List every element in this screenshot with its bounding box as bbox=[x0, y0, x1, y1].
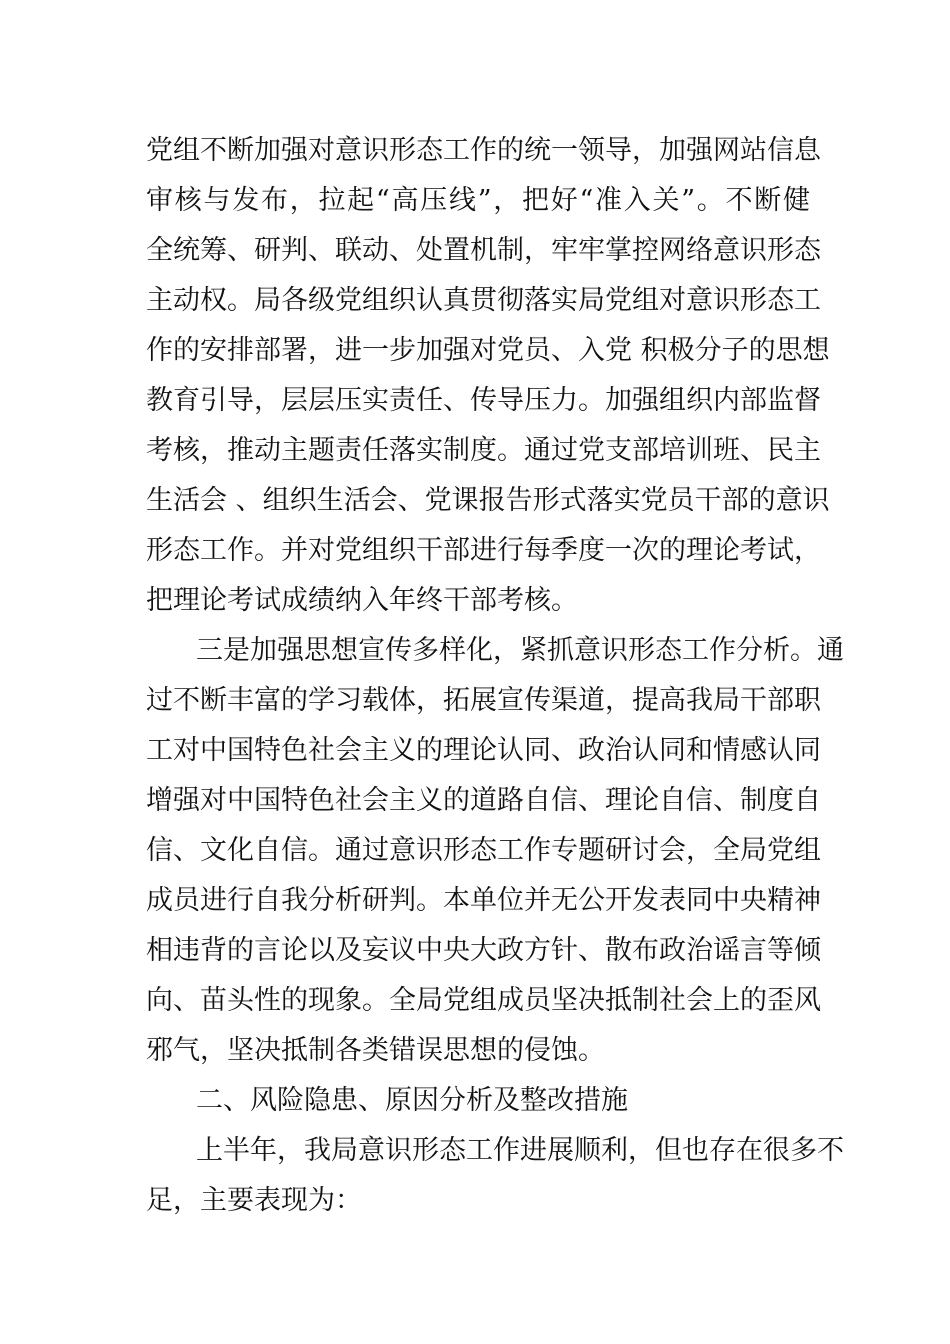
paragraph-first-line: 三是加强思想宣传多样化，紧抓意识形态工作分析。通 bbox=[196, 635, 844, 666]
text-line: 把理论考试成绩纳入年终干部考核。 bbox=[146, 585, 578, 616]
text-line: 邪气，坚决抵制各类错误思想的侵蚀。 bbox=[146, 1035, 605, 1066]
text-line: 作的安排部署，进一步加强对党员、入党 积极分子的思想 bbox=[146, 335, 830, 366]
text-line: 信、文化自信。通过意识形态工作专题研讨会，全局党组 bbox=[146, 835, 821, 866]
text-line: 考核，推动主题责任落实制度。通过党支部培训班、民主 bbox=[146, 435, 821, 466]
text-line: 工对中国特色社会主义的理论认同、政治认同和情感认同 bbox=[146, 735, 821, 766]
text-line: 审核与发布，拉起“高压线”，把好“准入关”。不断健 bbox=[146, 185, 810, 216]
text-line: 足，主要表现为： bbox=[146, 1185, 362, 1216]
text-line: 生活会 、组织生活会、党课报告形式落实党员干部的意识 bbox=[146, 485, 830, 516]
text-line: 党组不断加强对意识形态工作的统一领导，加强网站信息 bbox=[146, 135, 821, 166]
text-line: 相违背的言论以及妄议中央大政方针、散布政治谣言等倾 bbox=[146, 935, 821, 966]
text-line: 向、苗头性的现象。全局党组成员坚决抵制社会上的歪风 bbox=[146, 985, 821, 1016]
text-line: 形态工作。并对党组织干部进行每季度一次的理论考试， bbox=[146, 535, 821, 566]
text-line: 全统筹、研判、联动、处置机制，牢牢掌控网络意识形态 bbox=[146, 235, 821, 266]
text-line: 增强对中国特色社会主义的道路自信、理论自信、制度自 bbox=[146, 785, 821, 816]
text-line: 教育引导，层层压实责任、传导压力。加强组织内部监督 bbox=[146, 385, 821, 416]
text-line: 主动权。局各级党组织认真贯彻落实局党组对意识形态工 bbox=[146, 285, 821, 316]
text-line: 过不断丰富的学习载体，拓展宣传渠道，提高我局干部职 bbox=[146, 685, 821, 716]
text-line: 成员进行自我分析研判。本单位并无公开发表同中央精神 bbox=[146, 885, 821, 916]
section-heading: 二、风险隐患、原因分析及整改措施 bbox=[196, 1085, 628, 1116]
document-body bbox=[146, 126, 844, 1226]
paragraph-first-line: 上半年，我局意识形态工作进展顺利，但也存在很多不 bbox=[196, 1135, 844, 1166]
